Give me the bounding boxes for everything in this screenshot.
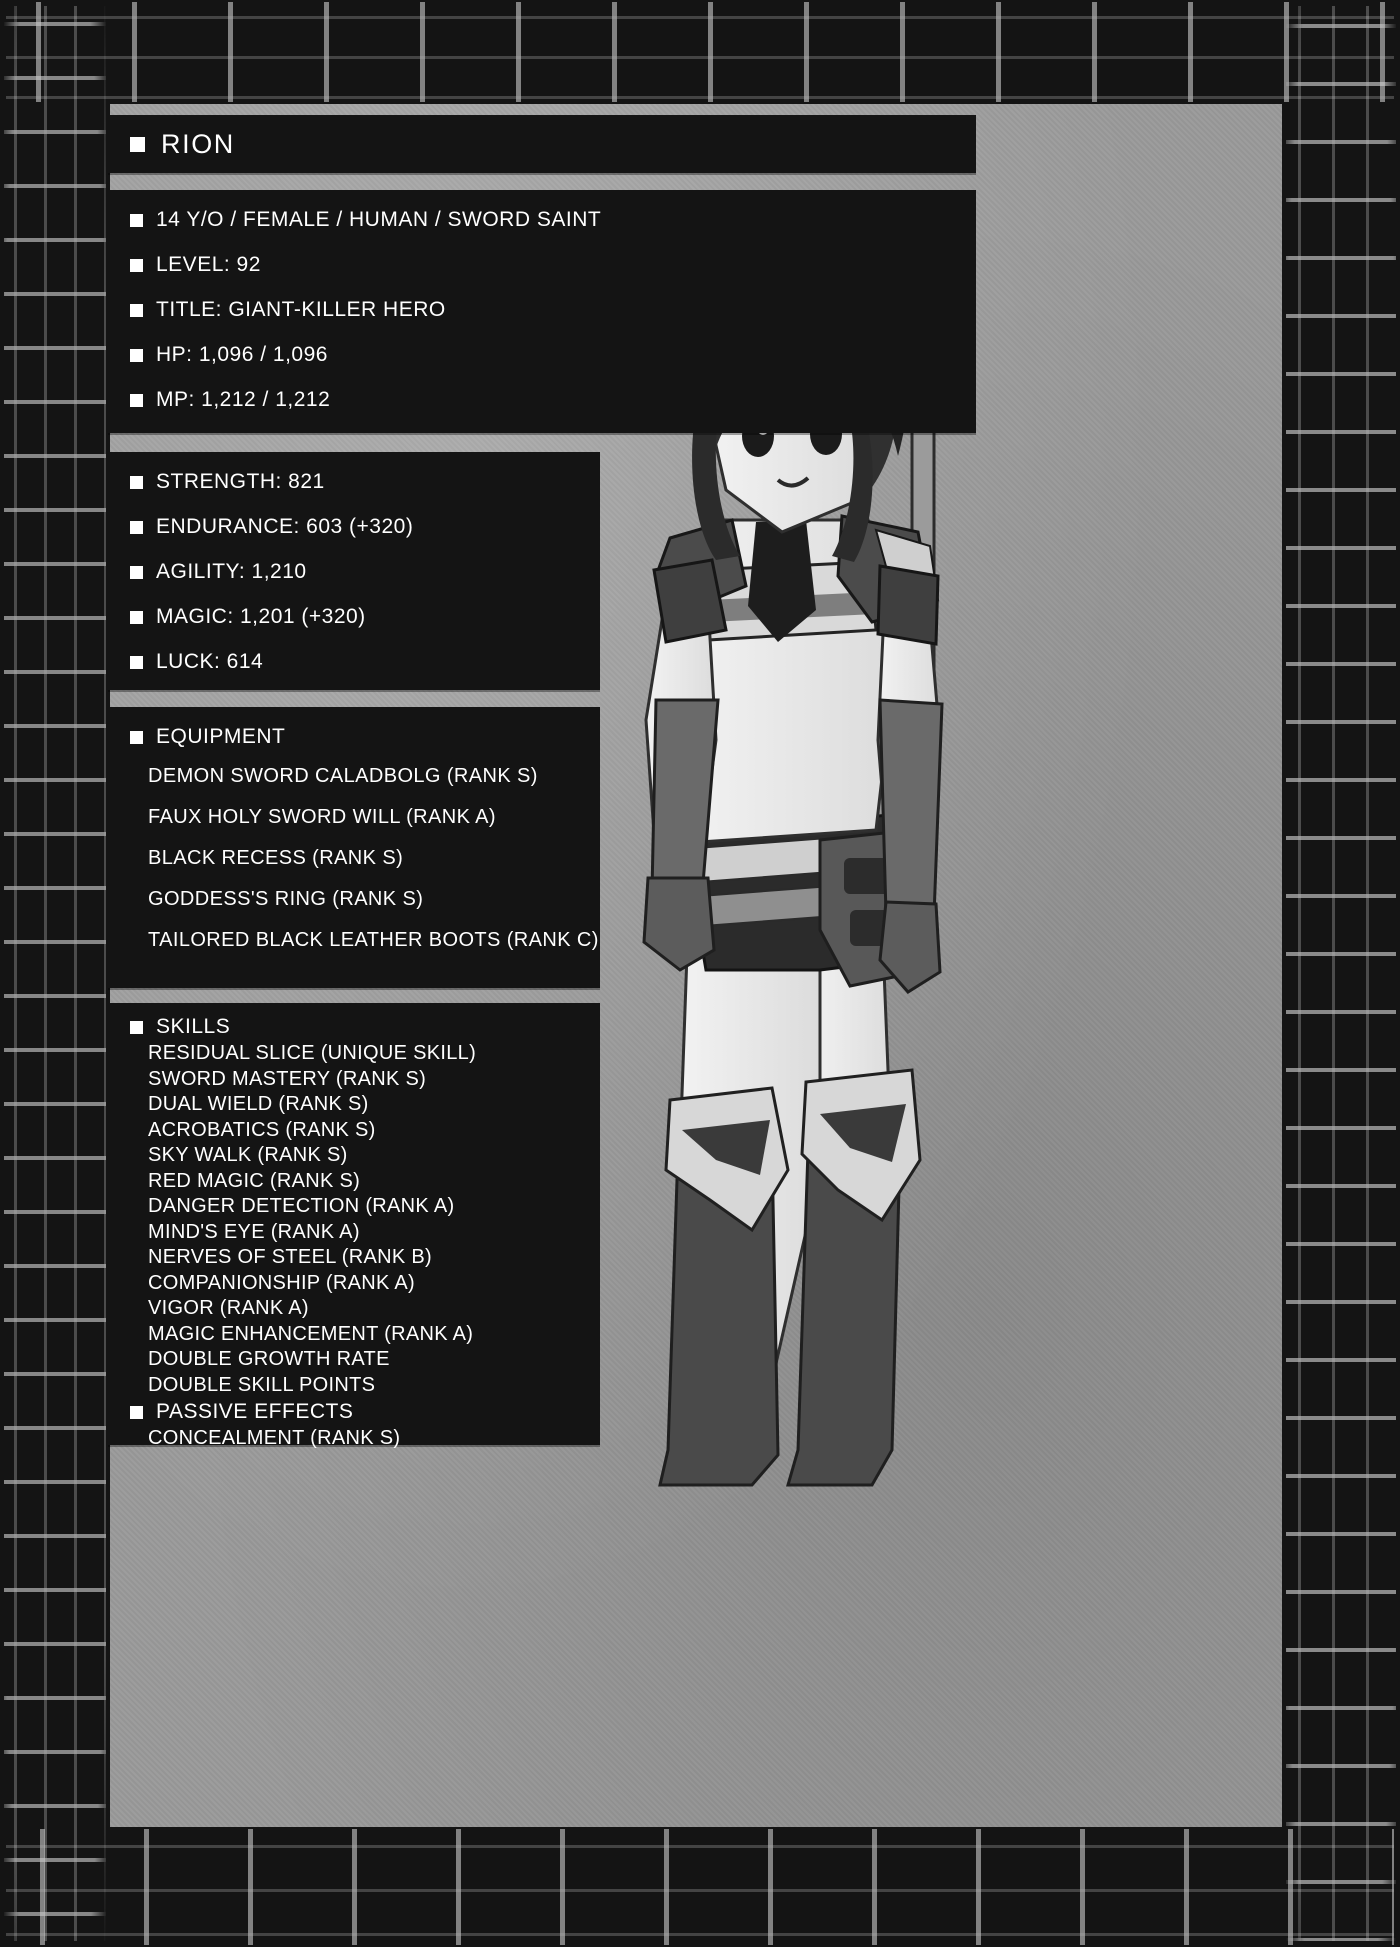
skills-heading: SKILLS: [156, 1015, 231, 1038]
list-item: [130, 560, 600, 584]
bullet-square-icon: [130, 214, 143, 227]
frame-left-border: [0, 0, 110, 1947]
level-value: LEVEL: 92: [156, 253, 261, 276]
passive-effects-heading-row: [130, 1400, 600, 1424]
list-item: [130, 208, 976, 232]
character-name-row: [108, 115, 976, 160]
list-item: RED MAGIC (RANK S): [148, 1169, 361, 1192]
basic-info-panel: [108, 190, 976, 433]
stat-strength: STRENGTH: 821: [156, 470, 325, 493]
profile-line: 14 Y/O / FEMALE / HUMAN / SWORD SAINT: [156, 208, 602, 231]
list-item: DANGER DETECTION (RANK A): [148, 1195, 455, 1217]
list-item: BLACK RECESS (RANK S): [148, 847, 404, 869]
list-item: DOUBLE SKILL POINTS: [148, 1373, 376, 1396]
mp-value: MP: 1,212 / 1,212: [156, 388, 331, 411]
list-item: VIGOR (RANK A): [148, 1297, 309, 1319]
bullet-square-icon: [130, 259, 143, 272]
list-item: NERVES OF STEEL (RANK B): [148, 1246, 432, 1268]
list-item: RESIDUAL SLICE (UNIQUE SKILL): [148, 1042, 477, 1064]
frame-top-border: [0, 0, 1400, 104]
frame-right-border: [1282, 0, 1400, 1947]
title-value: TITLE: GIANT-KILLER HERO: [156, 298, 446, 321]
skills-heading-row: [130, 1015, 600, 1039]
equipment-heading-row: [130, 725, 600, 749]
list-item: MIND'S EYE (RANK A): [148, 1220, 360, 1243]
list-item: COMPANIONSHIP (RANK A): [148, 1271, 416, 1294]
list-item: CONCEALMENT (RANK S): [148, 1427, 401, 1449]
passive-effects-heading: PASSIVE EFFECTS: [156, 1400, 354, 1423]
bullet-square-icon: [130, 1021, 143, 1034]
bullet-square-icon: [130, 656, 143, 669]
equipment-heading: EQUIPMENT: [156, 725, 286, 748]
bullet-square-icon: [130, 304, 143, 317]
skills-panel: [108, 1003, 600, 1449]
frame-bottom-border: [0, 1827, 1400, 1947]
list-item: [130, 388, 976, 412]
bullet-square-icon: [130, 521, 143, 534]
bullet-square-icon: [130, 476, 143, 489]
list-item: FAUX HOLY SWORD WILL (RANK A): [148, 806, 496, 828]
bullet-square-icon: [130, 566, 143, 579]
bullet-square-icon: [130, 611, 143, 624]
list-item: SKY WALK (RANK S): [148, 1144, 348, 1166]
character-name-panel: [108, 115, 976, 173]
list-item: [130, 253, 976, 277]
stat-agility: AGILITY: 1,210: [156, 560, 307, 583]
list-item: [130, 343, 976, 367]
list-item: [130, 650, 600, 674]
list-item: [130, 605, 600, 629]
list-item: DOUBLE GROWTH RATE: [148, 1348, 390, 1370]
bullet-square-icon: [130, 137, 145, 152]
hp-value: HP: 1,096 / 1,096: [156, 343, 328, 366]
stat-luck: LUCK: 614: [156, 650, 264, 673]
list-item: [130, 515, 600, 539]
stat-endurance: ENDURANCE: 603 (+320): [156, 515, 414, 538]
bullet-square-icon: [130, 394, 143, 407]
list-item: GODDESS'S RING (RANK S): [148, 888, 424, 910]
bullet-square-icon: [130, 731, 143, 744]
list-item: MAGIC ENHANCEMENT (RANK A): [148, 1322, 474, 1345]
bullet-square-icon: [130, 349, 143, 362]
bullet-square-icon: [130, 1406, 143, 1419]
list-item: DEMON SWORD CALADBOLG (RANK S): [148, 765, 538, 787]
equipment-panel: [108, 707, 600, 988]
list-item: [130, 470, 600, 494]
list-item: DUAL WIELD (RANK S): [148, 1093, 369, 1115]
stat-magic: MAGIC: 1,201 (+320): [156, 605, 366, 628]
character-name: RION: [161, 129, 235, 159]
list-item: [130, 298, 976, 322]
list-item: SWORD MASTERY (RANK S): [148, 1067, 427, 1090]
stats-panel: [108, 452, 600, 690]
list-item: ACROBATICS (RANK S): [148, 1118, 376, 1141]
list-item: TAILORED BLACK LEATHER BOOTS (RANK C): [148, 929, 599, 951]
